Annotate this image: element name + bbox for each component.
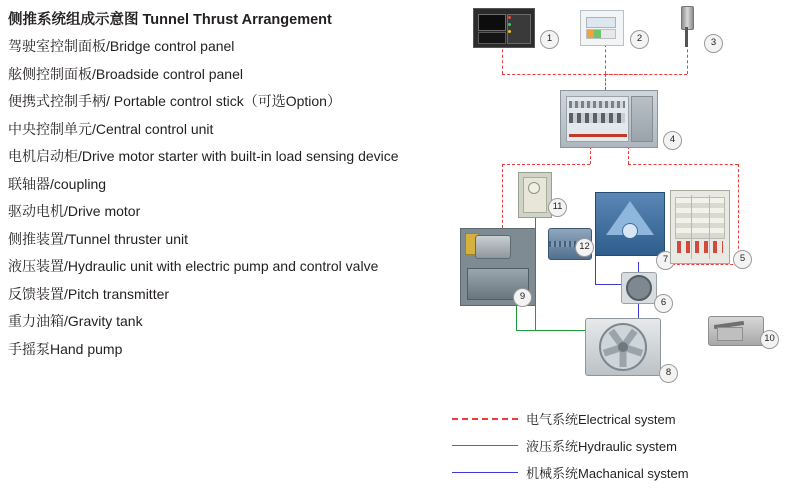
connector-electrical [738, 164, 739, 264]
connector-electrical [502, 164, 590, 165]
tunnel-thruster-unit[interactable] [595, 192, 663, 254]
node-badge-12: 12 [575, 238, 594, 257]
legend-key-row-electrical [452, 405, 782, 432]
component-list [8, 8, 458, 366]
drive-motor-starter-art [670, 190, 730, 264]
legend-key-row-mechanical [452, 459, 782, 486]
gravity-tank-art [518, 172, 552, 218]
connector-hydraulic [516, 330, 596, 331]
central-control-unit[interactable] [560, 90, 656, 146]
hydraulic-line-swatch [452, 445, 518, 446]
node-badge-2: 2 [630, 30, 649, 49]
list-item: 重力油箱/Gravity tank [8, 313, 143, 329]
connector-electrical [590, 146, 591, 164]
tunnel-thruster-unit-art [595, 192, 665, 256]
electrical-line-label: 电气系统Electrical system [526, 412, 676, 427]
connector-electrical [605, 44, 606, 74]
node-badge-5: 5 [733, 250, 752, 269]
mechanical-line-label: 机械系统Machanical system [526, 466, 689, 481]
list-item: 反馈装置/Pitch transmitter [8, 285, 170, 302]
connector-electrical [502, 164, 503, 228]
mechanical-line-swatch [452, 472, 518, 473]
connector-electrical [672, 264, 738, 265]
connector-electrical [687, 44, 688, 74]
list-item: 液压装置/Hydraulic unit with electric pump and control valve [8, 258, 379, 274]
node-badge-7: 7 [656, 251, 675, 270]
legend-key [452, 405, 782, 486]
node-badge-6: 6 [654, 294, 673, 313]
bridge-control-panel-art [473, 8, 535, 48]
propeller-unit[interactable] [585, 318, 659, 374]
electrical-line-swatch [452, 418, 518, 420]
drive-motor-starter[interactable] [670, 190, 728, 262]
node-badge-9: 9 [513, 288, 532, 307]
broadside-control-panel[interactable] [580, 10, 622, 44]
system-diagram [440, 0, 788, 400]
propeller-unit-art [585, 318, 661, 376]
connector-electrical [628, 164, 738, 165]
node-badge-10: 10 [760, 330, 779, 349]
connector-electrical [605, 74, 606, 90]
portable-control-stick-art [674, 6, 700, 46]
list-item: 联轴器/coupling [8, 175, 107, 192]
legend-key-row-hydraulic [452, 432, 782, 459]
list-item: 中央控制单元/Central control unit [8, 120, 214, 137]
list-item: 舷侧控制面板/Broadside control panel [8, 65, 243, 82]
coupling-art [621, 272, 657, 304]
connector-electrical [605, 74, 687, 75]
connector-electrical [628, 146, 629, 164]
list-item: 侧推装置/Tunnel thruster unit [8, 230, 188, 247]
list-item: 驾驶室控制面板/Bridge control panel [8, 38, 235, 54]
node-badge-11: 11 [548, 198, 567, 217]
list-item: 手摇泵Hand pump [8, 340, 123, 357]
connector-electrical [502, 44, 503, 74]
list-item: 便携式控制手柄/ Portable control stick（可选Option） [8, 93, 341, 109]
bridge-control-panel[interactable] [473, 8, 533, 46]
node-badge-8: 8 [659, 364, 678, 383]
portable-control-stick[interactable] [674, 6, 700, 46]
hand-pump-art [708, 316, 764, 346]
hand-pump[interactable] [708, 316, 762, 344]
list-item: 驱动电机/Drive motor [8, 203, 141, 219]
page-title: 侧推系统组成示意图 Tunnel Thrust Arrangement [8, 12, 332, 28]
gravity-tank[interactable] [518, 172, 550, 216]
broadside-control-panel-art [580, 10, 624, 46]
list-item: 电机启动柜/Drive motor starter with built-in load sensing device [8, 148, 399, 164]
hydraulic-line-label: 液压系统Hydraulic system [526, 439, 677, 454]
node-badge-4: 4 [663, 131, 682, 150]
node-badge-3: 3 [704, 34, 723, 53]
central-control-unit-art [560, 90, 658, 148]
node-badge-1: 1 [540, 30, 559, 49]
coupling[interactable] [621, 272, 655, 302]
